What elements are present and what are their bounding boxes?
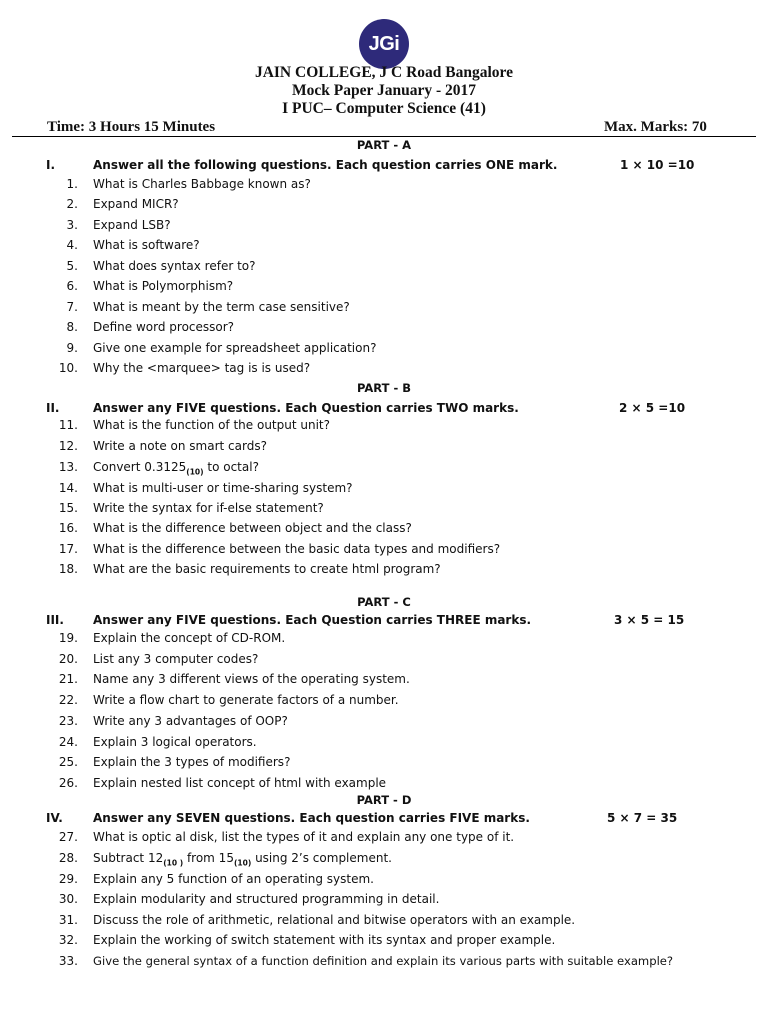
section-instruction: Answer any FIVE questions. Each Question carries THREE marks. (93, 613, 532, 627)
question-number: 28. (58, 851, 78, 865)
base-subscript: (10 ) (163, 858, 184, 868)
base-subscript: (10) (186, 467, 204, 477)
base-subscript: (10) (233, 858, 252, 868)
section-marks: 2 × 5 =10 (619, 401, 686, 415)
part-a-title: PART - A (356, 138, 412, 152)
header-divider (12, 136, 756, 137)
question-text: What is the difference between the basic data types and modifiers? (93, 542, 501, 556)
question-number: 23. (58, 714, 78, 728)
question-text-part: Convert 0.3125 (93, 460, 187, 474)
question-number: 25. (58, 755, 78, 769)
question-text: Write the syntax for if-else statement? (93, 501, 324, 515)
question-number: 17. (58, 542, 78, 556)
question-text: What is multi-user or time-sharing system? (93, 481, 353, 495)
question-text: What is the difference between object and the class? (93, 521, 412, 535)
question-number: 11. (58, 418, 78, 432)
question-number: 12. (58, 439, 78, 453)
question-text: Explain the 3 types of modifiers? (93, 755, 291, 769)
subject-title: I PUC– Computer Science (41) (282, 100, 486, 117)
section-instruction: Answer any FIVE questions. Each Question carries TWO marks. (93, 401, 519, 415)
question-number: 30. (58, 892, 78, 906)
question-text: What is meant by the term case sensitive? (93, 300, 350, 314)
section-marks: 1 × 10 =10 (620, 158, 695, 172)
part-d-title: PART - D (356, 793, 412, 807)
question-text-part: to octal? (203, 460, 259, 474)
question-number: 16. (58, 521, 78, 535)
logo-text: JGi (368, 32, 400, 55)
question-text: Write any 3 advantages of OOP? (93, 714, 288, 728)
question-text: Give one example for spreadsheet application? (93, 341, 377, 355)
question-number: 8. (66, 320, 78, 334)
question-number: 13. (58, 460, 78, 474)
question-number: 32. (58, 933, 78, 947)
question-number: 1. (66, 177, 78, 191)
college-name: JAIN COLLEGE, J C Road Bangalore (254, 64, 514, 81)
part-c-title: PART - C (357, 595, 411, 609)
question-text: Give the general syntax of a function definition and explain its various parts with suitable example? (93, 954, 674, 968)
question-number: 31. (58, 913, 78, 927)
question-number: 7. (66, 300, 78, 314)
question-text: What are the basic requirements to create html program? (93, 562, 441, 576)
exam-duration: Time: 3 Hours 15 Minutes (47, 119, 216, 135)
question-number: 9. (66, 341, 78, 355)
question-text-part: using 2’s complement. (251, 851, 392, 865)
question-number: 6. (66, 279, 78, 293)
question-text: Expand LSB? (93, 218, 171, 232)
question-number: 27. (58, 830, 78, 844)
question-text: Define word processor? (93, 320, 235, 334)
section-instruction: Answer all the following questions. Each question carries ONE mark. (93, 158, 558, 172)
question-text: What is software? (93, 238, 200, 252)
max-marks: Max. Marks: 70 (604, 119, 707, 135)
question-text-part: Subtract 12 (93, 851, 164, 865)
question-text (93, 851, 392, 870)
question-text: Explain the concept of CD-ROM. (93, 631, 286, 645)
question-number: 29. (58, 872, 78, 886)
question-number: 2. (66, 197, 78, 211)
section-number: III. (46, 613, 64, 627)
question-number: 14. (58, 481, 78, 495)
question-text: Explain any 5 function of an operating system. (93, 872, 374, 886)
question-text: Expand MICR? (93, 197, 179, 211)
section-instruction: Answer any SEVEN questions. Each question carries FIVE marks. (93, 811, 530, 825)
question-text: What is optic al disk, list the types of it and explain any one type of it. (93, 830, 515, 844)
question-number: 33. (58, 954, 78, 968)
question-number: 26. (58, 776, 78, 790)
section-marks: 3 × 5 = 15 (614, 613, 685, 627)
question-text: Discuss the role of arithmetic, relational and bitwise operators with an example. (93, 913, 576, 927)
question-text: Explain modularity and structured programming in detail. (93, 892, 440, 906)
exam-title: Mock Paper January - 2017 (292, 82, 476, 99)
question-text-part: from 15 (183, 851, 234, 865)
question-text: Explain 3 logical operators. (93, 735, 257, 749)
section-number: I. (46, 158, 56, 172)
question-number: 19. (58, 631, 78, 645)
question-number: 3. (66, 218, 78, 232)
section-number: IV. (46, 811, 63, 825)
part-b-title: PART - B (356, 381, 411, 395)
question-number: 18. (58, 562, 78, 576)
question-number: 4. (66, 238, 78, 252)
question-text: What does syntax refer to? (93, 259, 256, 273)
question-text: Why the <marquee> tag is is used? (93, 361, 311, 375)
question-text: Write a flow chart to generate factors of a number. (93, 693, 399, 707)
question-text: What is Charles Babbage known as? (93, 177, 311, 191)
section-number: II. (46, 401, 60, 415)
question-text: What is Polymorphism? (93, 279, 234, 293)
section-marks: 5 × 7 = 35 (607, 811, 678, 825)
question-text: Explain the working of switch statement with its syntax and proper example. (93, 933, 556, 947)
question-number: 5. (66, 259, 78, 273)
question-number: 10. (58, 361, 78, 375)
college-logo (359, 19, 409, 69)
question-number: 15. (58, 501, 78, 515)
question-number: 22. (58, 693, 78, 707)
question-number: 20. (58, 652, 78, 666)
question-number: 21. (58, 672, 78, 686)
question-text: Write a note on smart cards? (93, 439, 267, 453)
question-text: List any 3 computer codes? (93, 652, 259, 666)
question-text: Explain nested list concept of html with example (93, 776, 387, 790)
question-number: 24. (58, 735, 78, 749)
question-text: What is the function of the output unit? (93, 418, 330, 432)
question-text (93, 460, 259, 479)
question-text: Name any 3 different views of the operating system. (93, 672, 410, 686)
